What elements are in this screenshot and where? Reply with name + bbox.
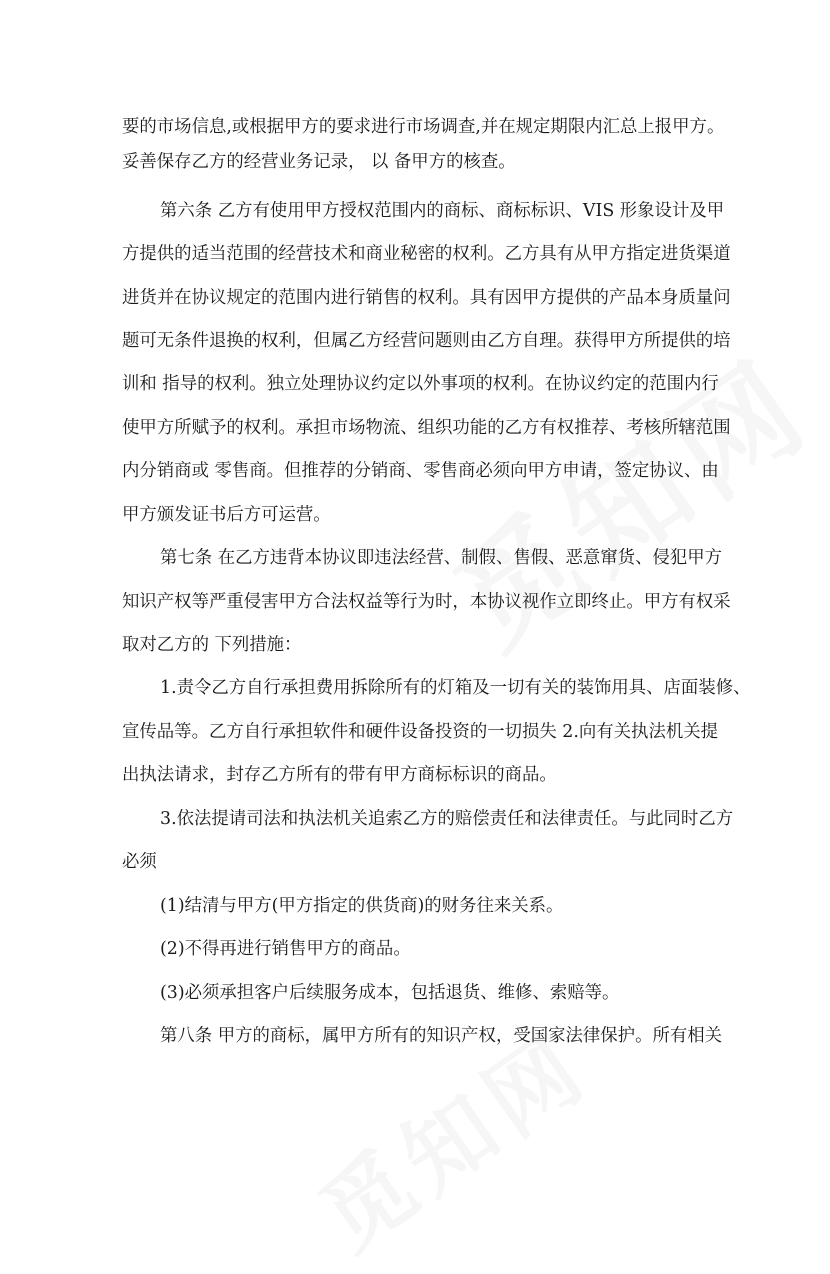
paragraph-line: 方提供的适当范围的经营技术和商业秘密的权利。乙方具有从甲方指定进货渠道 [122,244,731,264]
paragraph-line: 知识产权等严重侵害甲方合法权益等行为时，本协议视作立即终止。甲方有权采 [122,592,731,612]
paragraph-line: 训和 指导的权利。独立处理协议约定以外事项的权利。在协议约定的范围内行 [122,374,719,394]
paragraph-line: 要的市场信息,或根据甲方的要求进行市场调查,并在规定期限内汇总上报甲方。 [122,117,725,137]
paragraph-line: 第八条 甲方的商标，属甲方所有的知识产权，受国家法律保护。所有相关 [160,1026,723,1046]
paragraph-line: 妥善保存乙方的经营业务记录， 以 备甲方的核查。 [122,152,516,172]
paragraph-line: 使甲方所赋予的权利。承担市场物流、组织功能的乙方有权推荐、考核所辖范围 [122,418,731,438]
paragraph-line: 3.依法提请司法和执法机关追索乙方的赔偿责任和法律责任。与此同时乙方 [160,809,734,829]
paragraph-line: 宣传品等。乙方自行承担软件和硬件设备投资的一切损失 2.向有关执法机关提 [122,722,719,742]
paragraph-line: 甲方颁发证书后方可运营。 [122,505,331,525]
paragraph-line: 题可无条件退换的权利，但属乙方经营问题则由乙方自理。获得甲方所提供的培 [122,331,731,351]
paragraph-line: (3)必须承担客户后续服务成本，包括退货、维修、索赔等。 [160,983,620,1003]
paragraph-line: 进货并在协议规定的范围内进行销售的权利。具有因甲方提供的产品本身质量问 [122,288,731,308]
paragraph-line: 必须 [122,852,157,872]
paragraph-line: (1)结清与甲方(甲方指定的供货商)的财务往来关系。 [160,896,564,916]
paragraph-line: 第六条 乙方有使用甲方授权范围内的商标、商标标识、VIS 形象设计及甲 [160,201,725,221]
paragraph-line: 1.责令乙方自行承担费用拆除所有的灯箱及一切有关的装饰用具、店面装修、 [160,678,751,698]
paragraph-line: 取对乙方的 下列措施： [122,635,302,655]
paragraph-line: 第七条 在乙方违背本协议即违法经营、制假、售假、恶意窜货、侵犯甲方 [160,548,723,568]
paragraph-line: 内分销商或 零售商。但推荐的分销商、零售商必须向甲方申请，签定协议、由 [122,461,719,481]
watermark [416,312,830,680]
paragraph-line: (2)不得再进行销售甲方的商品。 [160,939,411,959]
paragraph-line: 出执法请求，封存乙方所有的带有甲方商标标识的商品。 [122,765,557,785]
